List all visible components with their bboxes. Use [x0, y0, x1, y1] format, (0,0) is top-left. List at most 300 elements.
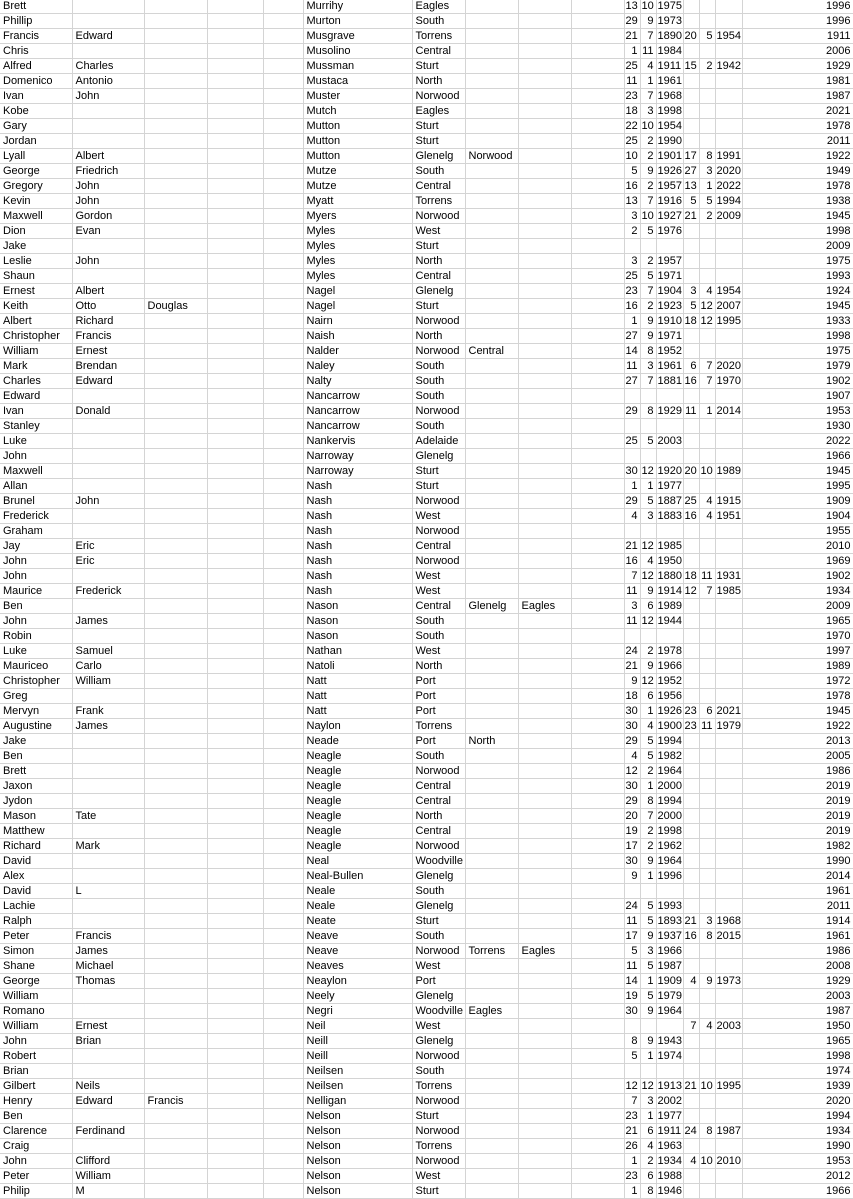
spreadsheet-cell[interactable]	[715, 1139, 742, 1154]
spreadsheet-cell[interactable]: Glenelg	[412, 899, 465, 914]
spreadsheet-cell[interactable]: Central	[465, 344, 518, 359]
spreadsheet-cell[interactable]	[656, 524, 683, 539]
spreadsheet-cell[interactable]: 1934	[742, 584, 853, 599]
spreadsheet-cell[interactable]: Evan	[72, 224, 144, 239]
spreadsheet-cell[interactable]: 2014	[742, 869, 853, 884]
spreadsheet-cell[interactable]: 8	[640, 1184, 656, 1199]
spreadsheet-cell[interactable]	[263, 179, 303, 194]
spreadsheet-cell[interactable]: Mark	[72, 839, 144, 854]
spreadsheet-cell[interactable]: 1990	[742, 854, 853, 869]
spreadsheet-cell[interactable]: 11	[699, 569, 715, 584]
spreadsheet-cell[interactable]	[683, 344, 699, 359]
spreadsheet-cell[interactable]	[699, 674, 715, 689]
spreadsheet-cell[interactable]: Jaxon	[0, 779, 72, 794]
spreadsheet-cell[interactable]	[715, 479, 742, 494]
spreadsheet-cell[interactable]: 29	[624, 794, 640, 809]
spreadsheet-cell[interactable]	[699, 329, 715, 344]
spreadsheet-cell[interactable]	[263, 779, 303, 794]
spreadsheet-cell[interactable]	[571, 584, 624, 599]
spreadsheet-cell[interactable]	[144, 374, 207, 389]
spreadsheet-cell[interactable]	[571, 14, 624, 29]
spreadsheet-cell[interactable]	[207, 254, 263, 269]
spreadsheet-cell[interactable]	[144, 1019, 207, 1034]
spreadsheet-cell[interactable]	[624, 449, 640, 464]
spreadsheet-cell[interactable]	[518, 89, 571, 104]
spreadsheet-cell[interactable]: 4	[640, 1139, 656, 1154]
spreadsheet-cell[interactable]	[263, 74, 303, 89]
spreadsheet-cell[interactable]	[640, 239, 656, 254]
spreadsheet-cell[interactable]	[465, 764, 518, 779]
spreadsheet-cell[interactable]	[465, 884, 518, 899]
spreadsheet-cell[interactable]: 1977	[657, 1110, 682, 1122]
spreadsheet-cell[interactable]	[207, 869, 263, 884]
spreadsheet-cell[interactable]	[699, 269, 715, 284]
spreadsheet-cell[interactable]	[715, 449, 742, 464]
spreadsheet-cell[interactable]: Naish	[303, 329, 412, 344]
spreadsheet-cell[interactable]: 1909	[657, 975, 682, 987]
spreadsheet-cell[interactable]	[72, 14, 144, 29]
spreadsheet-cell[interactable]: Port	[412, 674, 465, 689]
spreadsheet-cell[interactable]	[144, 989, 207, 1004]
spreadsheet-cell[interactable]: Albert	[0, 314, 72, 329]
spreadsheet-cell[interactable]: Nash	[303, 539, 412, 554]
spreadsheet-cell[interactable]: 1	[624, 44, 640, 59]
spreadsheet-cell[interactable]	[263, 1004, 303, 1019]
spreadsheet-cell[interactable]	[207, 449, 263, 464]
spreadsheet-cell[interactable]	[144, 599, 207, 614]
spreadsheet-cell[interactable]	[699, 1094, 715, 1109]
spreadsheet-cell[interactable]	[715, 794, 742, 809]
spreadsheet-cell[interactable]	[656, 449, 683, 464]
spreadsheet-cell[interactable]	[683, 434, 699, 449]
spreadsheet-cell[interactable]	[144, 14, 207, 29]
spreadsheet-cell[interactable]	[518, 1049, 571, 1064]
spreadsheet-cell[interactable]: Sturt	[412, 479, 465, 494]
spreadsheet-cell[interactable]	[263, 659, 303, 674]
spreadsheet-cell[interactable]	[144, 344, 207, 359]
spreadsheet-cell[interactable]: 1966	[657, 945, 682, 957]
spreadsheet-cell[interactable]	[144, 254, 207, 269]
spreadsheet-cell[interactable]	[207, 44, 263, 59]
spreadsheet-cell[interactable]	[207, 974, 263, 989]
spreadsheet-cell[interactable]	[207, 929, 263, 944]
spreadsheet-cell[interactable]: Myers	[303, 209, 412, 224]
spreadsheet-cell[interactable]: 9	[640, 929, 656, 944]
spreadsheet-cell[interactable]	[263, 1184, 303, 1199]
spreadsheet-cell[interactable]: Simon	[0, 944, 72, 959]
spreadsheet-cell[interactable]	[571, 359, 624, 374]
spreadsheet-cell[interactable]: 1968	[716, 915, 741, 927]
spreadsheet-cell[interactable]	[465, 1184, 518, 1199]
spreadsheet-cell[interactable]: M	[72, 1184, 144, 1199]
spreadsheet-cell[interactable]: 1957	[657, 255, 682, 267]
spreadsheet-cell[interactable]: Philip	[0, 1184, 72, 1199]
spreadsheet-cell[interactable]: 9	[640, 329, 656, 344]
spreadsheet-cell[interactable]: 1945	[742, 209, 853, 224]
spreadsheet-cell[interactable]	[624, 239, 640, 254]
spreadsheet-cell[interactable]: 1929	[657, 405, 682, 417]
spreadsheet-cell[interactable]	[715, 89, 742, 104]
spreadsheet-cell[interactable]: Shaun	[0, 269, 72, 284]
spreadsheet-cell[interactable]	[518, 404, 571, 419]
spreadsheet-cell[interactable]	[571, 479, 624, 494]
spreadsheet-cell[interactable]: Nalder	[303, 344, 412, 359]
spreadsheet-cell[interactable]	[144, 434, 207, 449]
spreadsheet-cell[interactable]	[715, 644, 742, 659]
spreadsheet-cell[interactable]: 5	[640, 494, 656, 509]
spreadsheet-cell[interactable]: 5	[640, 959, 656, 974]
spreadsheet-cell[interactable]: Nash	[303, 569, 412, 584]
spreadsheet-cell[interactable]: Romano	[0, 1004, 72, 1019]
spreadsheet-cell[interactable]	[683, 884, 699, 899]
spreadsheet-cell[interactable]	[207, 134, 263, 149]
spreadsheet-cell[interactable]	[571, 209, 624, 224]
spreadsheet-cell[interactable]	[571, 1004, 624, 1019]
spreadsheet-cell[interactable]: Mutze	[303, 164, 412, 179]
spreadsheet-cell[interactable]	[465, 404, 518, 419]
spreadsheet-cell[interactable]	[207, 374, 263, 389]
spreadsheet-cell[interactable]: Charles	[0, 374, 72, 389]
spreadsheet-cell[interactable]: 18	[683, 569, 699, 584]
spreadsheet-cell[interactable]: 1950	[742, 1019, 853, 1034]
spreadsheet-cell[interactable]	[518, 1004, 571, 1019]
spreadsheet-cell[interactable]	[465, 809, 518, 824]
spreadsheet-cell[interactable]: Neagle	[303, 839, 412, 854]
spreadsheet-cell[interactable]	[715, 659, 742, 674]
spreadsheet-cell[interactable]: 1961	[657, 360, 682, 372]
spreadsheet-cell[interactable]: Murton	[303, 14, 412, 29]
spreadsheet-cell[interactable]	[571, 1184, 624, 1199]
spreadsheet-cell[interactable]	[465, 299, 518, 314]
spreadsheet-cell[interactable]	[683, 119, 699, 134]
spreadsheet-cell[interactable]	[715, 1034, 742, 1049]
spreadsheet-cell[interactable]: Douglas	[144, 299, 207, 314]
spreadsheet-cell[interactable]	[571, 689, 624, 704]
spreadsheet-cell[interactable]	[465, 929, 518, 944]
spreadsheet-cell[interactable]: 1953	[742, 1154, 853, 1169]
spreadsheet-cell[interactable]	[465, 74, 518, 89]
spreadsheet-cell[interactable]	[571, 524, 624, 539]
spreadsheet-cell[interactable]	[518, 1064, 571, 1079]
spreadsheet-cell[interactable]: 7	[640, 194, 656, 209]
spreadsheet-cell[interactable]: Charles	[72, 59, 144, 74]
spreadsheet-cell[interactable]	[207, 224, 263, 239]
spreadsheet-cell[interactable]: Jake	[0, 239, 72, 254]
spreadsheet-cell[interactable]: 17	[624, 929, 640, 944]
spreadsheet-cell[interactable]: 15	[683, 59, 699, 74]
spreadsheet-cell[interactable]	[656, 419, 683, 434]
spreadsheet-cell[interactable]: 20	[624, 809, 640, 824]
spreadsheet-cell[interactable]: 5	[640, 734, 656, 749]
spreadsheet-cell[interactable]	[207, 419, 263, 434]
spreadsheet-cell[interactable]	[571, 404, 624, 419]
spreadsheet-cell[interactable]: Samuel	[72, 644, 144, 659]
spreadsheet-cell[interactable]	[263, 509, 303, 524]
spreadsheet-cell[interactable]: 1926	[657, 705, 682, 717]
spreadsheet-cell[interactable]	[144, 974, 207, 989]
spreadsheet-cell[interactable]	[518, 389, 571, 404]
spreadsheet-cell[interactable]: Henry	[0, 1094, 72, 1109]
spreadsheet-cell[interactable]: Francis	[0, 29, 72, 44]
spreadsheet-cell[interactable]	[699, 629, 715, 644]
spreadsheet-cell[interactable]	[699, 614, 715, 629]
spreadsheet-cell[interactable]	[518, 854, 571, 869]
spreadsheet-cell[interactable]	[207, 839, 263, 854]
spreadsheet-cell[interactable]: Mervyn	[0, 704, 72, 719]
spreadsheet-cell[interactable]: West	[412, 509, 465, 524]
spreadsheet-cell[interactable]	[207, 239, 263, 254]
spreadsheet-cell[interactable]	[571, 914, 624, 929]
spreadsheet-cell[interactable]	[683, 389, 699, 404]
spreadsheet-cell[interactable]	[518, 779, 571, 794]
spreadsheet-cell[interactable]	[144, 539, 207, 554]
spreadsheet-cell[interactable]	[144, 314, 207, 329]
spreadsheet-cell[interactable]	[144, 824, 207, 839]
spreadsheet-cell[interactable]: 2020	[716, 165, 741, 177]
spreadsheet-cell[interactable]	[699, 1049, 715, 1064]
spreadsheet-cell[interactable]: 1922	[742, 149, 853, 164]
spreadsheet-cell[interactable]	[518, 284, 571, 299]
spreadsheet-cell[interactable]	[699, 734, 715, 749]
spreadsheet-cell[interactable]	[715, 809, 742, 824]
spreadsheet-cell[interactable]: William	[72, 1169, 144, 1184]
spreadsheet-cell[interactable]	[72, 524, 144, 539]
spreadsheet-cell[interactable]	[715, 599, 742, 614]
spreadsheet-cell[interactable]: Central	[412, 794, 465, 809]
spreadsheet-cell[interactable]	[144, 1004, 207, 1019]
spreadsheet-cell[interactable]: 2021	[716, 705, 741, 717]
spreadsheet-cell[interactable]	[683, 629, 699, 644]
spreadsheet-cell[interactable]: Allan	[0, 479, 72, 494]
spreadsheet-cell[interactable]: 12	[624, 1079, 640, 1094]
spreadsheet-cell[interactable]: 1943	[657, 1035, 682, 1047]
spreadsheet-cell[interactable]	[699, 689, 715, 704]
spreadsheet-cell[interactable]: 1978	[742, 119, 853, 134]
spreadsheet-cell[interactable]: 2022	[716, 180, 741, 192]
spreadsheet-cell[interactable]	[263, 584, 303, 599]
spreadsheet-cell[interactable]: South	[412, 614, 465, 629]
spreadsheet-cell[interactable]: 9	[624, 674, 640, 689]
spreadsheet-cell[interactable]	[571, 104, 624, 119]
spreadsheet-cell[interactable]	[518, 329, 571, 344]
spreadsheet-cell[interactable]: 1987	[742, 1004, 853, 1019]
spreadsheet-cell[interactable]: Sturt	[412, 134, 465, 149]
spreadsheet-cell[interactable]: 7	[699, 374, 715, 389]
spreadsheet-cell[interactable]	[518, 659, 571, 674]
spreadsheet-cell[interactable]	[640, 524, 656, 539]
spreadsheet-cell[interactable]	[518, 314, 571, 329]
spreadsheet-cell[interactable]: Torrens	[412, 1139, 465, 1154]
spreadsheet-cell[interactable]	[465, 1094, 518, 1109]
spreadsheet-cell[interactable]: 2	[640, 764, 656, 779]
spreadsheet-cell[interactable]	[518, 1034, 571, 1049]
spreadsheet-cell[interactable]: James	[72, 614, 144, 629]
spreadsheet-cell[interactable]: Kevin	[0, 194, 72, 209]
spreadsheet-cell[interactable]: Nash	[303, 554, 412, 569]
spreadsheet-cell[interactable]	[207, 314, 263, 329]
spreadsheet-cell[interactable]	[683, 1094, 699, 1109]
spreadsheet-cell[interactable]: 7	[640, 89, 656, 104]
spreadsheet-cell[interactable]	[699, 764, 715, 779]
spreadsheet-cell[interactable]	[465, 494, 518, 509]
spreadsheet-cell[interactable]: 2	[640, 254, 656, 269]
spreadsheet-cell[interactable]	[144, 809, 207, 824]
spreadsheet-cell[interactable]: Robin	[0, 629, 72, 644]
spreadsheet-cell[interactable]: Gregory	[0, 179, 72, 194]
spreadsheet-cell[interactable]: 11	[699, 719, 715, 734]
spreadsheet-cell[interactable]: Central	[412, 824, 465, 839]
spreadsheet-cell[interactable]	[571, 59, 624, 74]
spreadsheet-cell[interactable]: John	[0, 614, 72, 629]
spreadsheet-cell[interactable]	[465, 989, 518, 1004]
spreadsheet-cell[interactable]	[263, 239, 303, 254]
spreadsheet-cell[interactable]	[72, 899, 144, 914]
spreadsheet-cell[interactable]: 2	[640, 1154, 656, 1169]
spreadsheet-cell[interactable]	[518, 959, 571, 974]
spreadsheet-cell[interactable]: 16	[624, 299, 640, 314]
spreadsheet-cell[interactable]: 1	[640, 479, 656, 494]
spreadsheet-cell[interactable]: Nancarrow	[303, 389, 412, 404]
spreadsheet-cell[interactable]	[518, 749, 571, 764]
spreadsheet-cell[interactable]	[207, 14, 263, 29]
spreadsheet-cell[interactable]: 1989	[742, 659, 853, 674]
spreadsheet-cell[interactable]	[683, 329, 699, 344]
spreadsheet-cell[interactable]	[715, 899, 742, 914]
spreadsheet-cell[interactable]: 4	[683, 1154, 699, 1169]
spreadsheet-cell[interactable]	[518, 869, 571, 884]
spreadsheet-cell[interactable]: 1929	[742, 59, 853, 74]
spreadsheet-cell[interactable]	[263, 419, 303, 434]
spreadsheet-cell[interactable]	[699, 779, 715, 794]
spreadsheet-cell[interactable]: Eagles	[412, 104, 465, 119]
spreadsheet-cell[interactable]	[263, 524, 303, 539]
spreadsheet-cell[interactable]	[144, 569, 207, 584]
spreadsheet-cell[interactable]: Jordan	[0, 134, 72, 149]
spreadsheet-cell[interactable]	[144, 74, 207, 89]
spreadsheet-cell[interactable]: 6	[640, 1124, 656, 1139]
spreadsheet-cell[interactable]	[207, 584, 263, 599]
spreadsheet-cell[interactable]	[699, 434, 715, 449]
spreadsheet-cell[interactable]: Shane	[0, 959, 72, 974]
spreadsheet-cell[interactable]	[656, 1019, 683, 1034]
spreadsheet-cell[interactable]	[715, 884, 742, 899]
spreadsheet-cell[interactable]	[72, 389, 144, 404]
spreadsheet-cell[interactable]	[518, 539, 571, 554]
spreadsheet-cell[interactable]: 2	[699, 209, 715, 224]
spreadsheet-cell[interactable]: Norwood	[412, 1124, 465, 1139]
spreadsheet-cell[interactable]	[72, 629, 144, 644]
spreadsheet-cell[interactable]: 21	[624, 29, 640, 44]
spreadsheet-cell[interactable]	[699, 524, 715, 539]
spreadsheet-cell[interactable]: South	[412, 749, 465, 764]
spreadsheet-cell[interactable]	[144, 854, 207, 869]
spreadsheet-cell[interactable]: 7	[640, 284, 656, 299]
spreadsheet-cell[interactable]: 1923	[657, 300, 682, 312]
spreadsheet-cell[interactable]	[207, 1109, 263, 1124]
spreadsheet-cell[interactable]	[699, 419, 715, 434]
spreadsheet-cell[interactable]	[465, 719, 518, 734]
spreadsheet-cell[interactable]: 4	[640, 554, 656, 569]
spreadsheet-cell[interactable]	[683, 44, 699, 59]
spreadsheet-cell[interactable]: 9	[640, 584, 656, 599]
spreadsheet-cell[interactable]: 1	[624, 479, 640, 494]
spreadsheet-cell[interactable]	[263, 284, 303, 299]
spreadsheet-cell[interactable]	[465, 44, 518, 59]
spreadsheet-cell[interactable]	[699, 44, 715, 59]
spreadsheet-cell[interactable]: Nelson	[303, 1139, 412, 1154]
spreadsheet-cell[interactable]	[683, 674, 699, 689]
spreadsheet-cell[interactable]	[624, 1064, 640, 1079]
spreadsheet-cell[interactable]: 23	[624, 1109, 640, 1124]
spreadsheet-cell[interactable]: 1946	[657, 1185, 682, 1197]
spreadsheet-cell[interactable]	[263, 989, 303, 1004]
spreadsheet-cell[interactable]	[715, 614, 742, 629]
spreadsheet-cell[interactable]	[465, 1109, 518, 1124]
spreadsheet-cell[interactable]: 21	[683, 914, 699, 929]
spreadsheet-cell[interactable]: Woodville	[412, 854, 465, 869]
spreadsheet-cell[interactable]	[683, 419, 699, 434]
spreadsheet-cell[interactable]: Lyall	[0, 149, 72, 164]
spreadsheet-cell[interactable]: 11	[624, 959, 640, 974]
spreadsheet-cell[interactable]	[571, 1064, 624, 1079]
spreadsheet-cell[interactable]	[715, 434, 742, 449]
spreadsheet-cell[interactable]	[207, 59, 263, 74]
spreadsheet-cell[interactable]: 1926	[657, 165, 682, 177]
spreadsheet-cell[interactable]	[465, 959, 518, 974]
spreadsheet-cell[interactable]: Neagle	[303, 764, 412, 779]
spreadsheet-cell[interactable]: Norwood	[412, 1049, 465, 1064]
spreadsheet-cell[interactable]: Sturt	[412, 59, 465, 74]
spreadsheet-cell[interactable]: 1998	[657, 105, 682, 117]
spreadsheet-cell[interactable]: John	[0, 569, 72, 584]
spreadsheet-cell[interactable]	[715, 134, 742, 149]
spreadsheet-cell[interactable]	[263, 1124, 303, 1139]
spreadsheet-cell[interactable]	[263, 14, 303, 29]
spreadsheet-cell[interactable]	[518, 629, 571, 644]
spreadsheet-cell[interactable]	[518, 824, 571, 839]
spreadsheet-cell[interactable]: 30	[624, 464, 640, 479]
spreadsheet-cell[interactable]: 22	[624, 119, 640, 134]
spreadsheet-cell[interactable]	[144, 479, 207, 494]
spreadsheet-cell[interactable]	[207, 1124, 263, 1139]
spreadsheet-cell[interactable]	[207, 104, 263, 119]
spreadsheet-cell[interactable]	[465, 569, 518, 584]
spreadsheet-cell[interactable]: 3	[683, 284, 699, 299]
spreadsheet-cell[interactable]	[683, 869, 699, 884]
spreadsheet-cell[interactable]	[518, 1079, 571, 1094]
spreadsheet-cell[interactable]: 14	[624, 344, 640, 359]
spreadsheet-cell[interactable]	[72, 0, 144, 14]
spreadsheet-cell[interactable]: 1913	[657, 1080, 682, 1092]
spreadsheet-cell[interactable]	[683, 89, 699, 104]
spreadsheet-cell[interactable]	[699, 449, 715, 464]
spreadsheet-cell[interactable]: 23	[683, 704, 699, 719]
spreadsheet-cell[interactable]	[571, 1154, 624, 1169]
spreadsheet-cell[interactable]: 21	[624, 659, 640, 674]
spreadsheet-cell[interactable]	[518, 1184, 571, 1199]
spreadsheet-cell[interactable]: 30	[624, 1004, 640, 1019]
spreadsheet-cell[interactable]: Gordon	[72, 209, 144, 224]
spreadsheet-cell[interactable]	[518, 119, 571, 134]
spreadsheet-cell[interactable]: Ivan	[0, 404, 72, 419]
spreadsheet-cell[interactable]	[518, 704, 571, 719]
spreadsheet-cell[interactable]	[571, 29, 624, 44]
spreadsheet-cell[interactable]	[683, 0, 699, 14]
spreadsheet-cell[interactable]: 2006	[742, 44, 853, 59]
spreadsheet-cell[interactable]	[263, 929, 303, 944]
spreadsheet-cell[interactable]	[465, 419, 518, 434]
spreadsheet-cell[interactable]: Glenelg	[412, 449, 465, 464]
